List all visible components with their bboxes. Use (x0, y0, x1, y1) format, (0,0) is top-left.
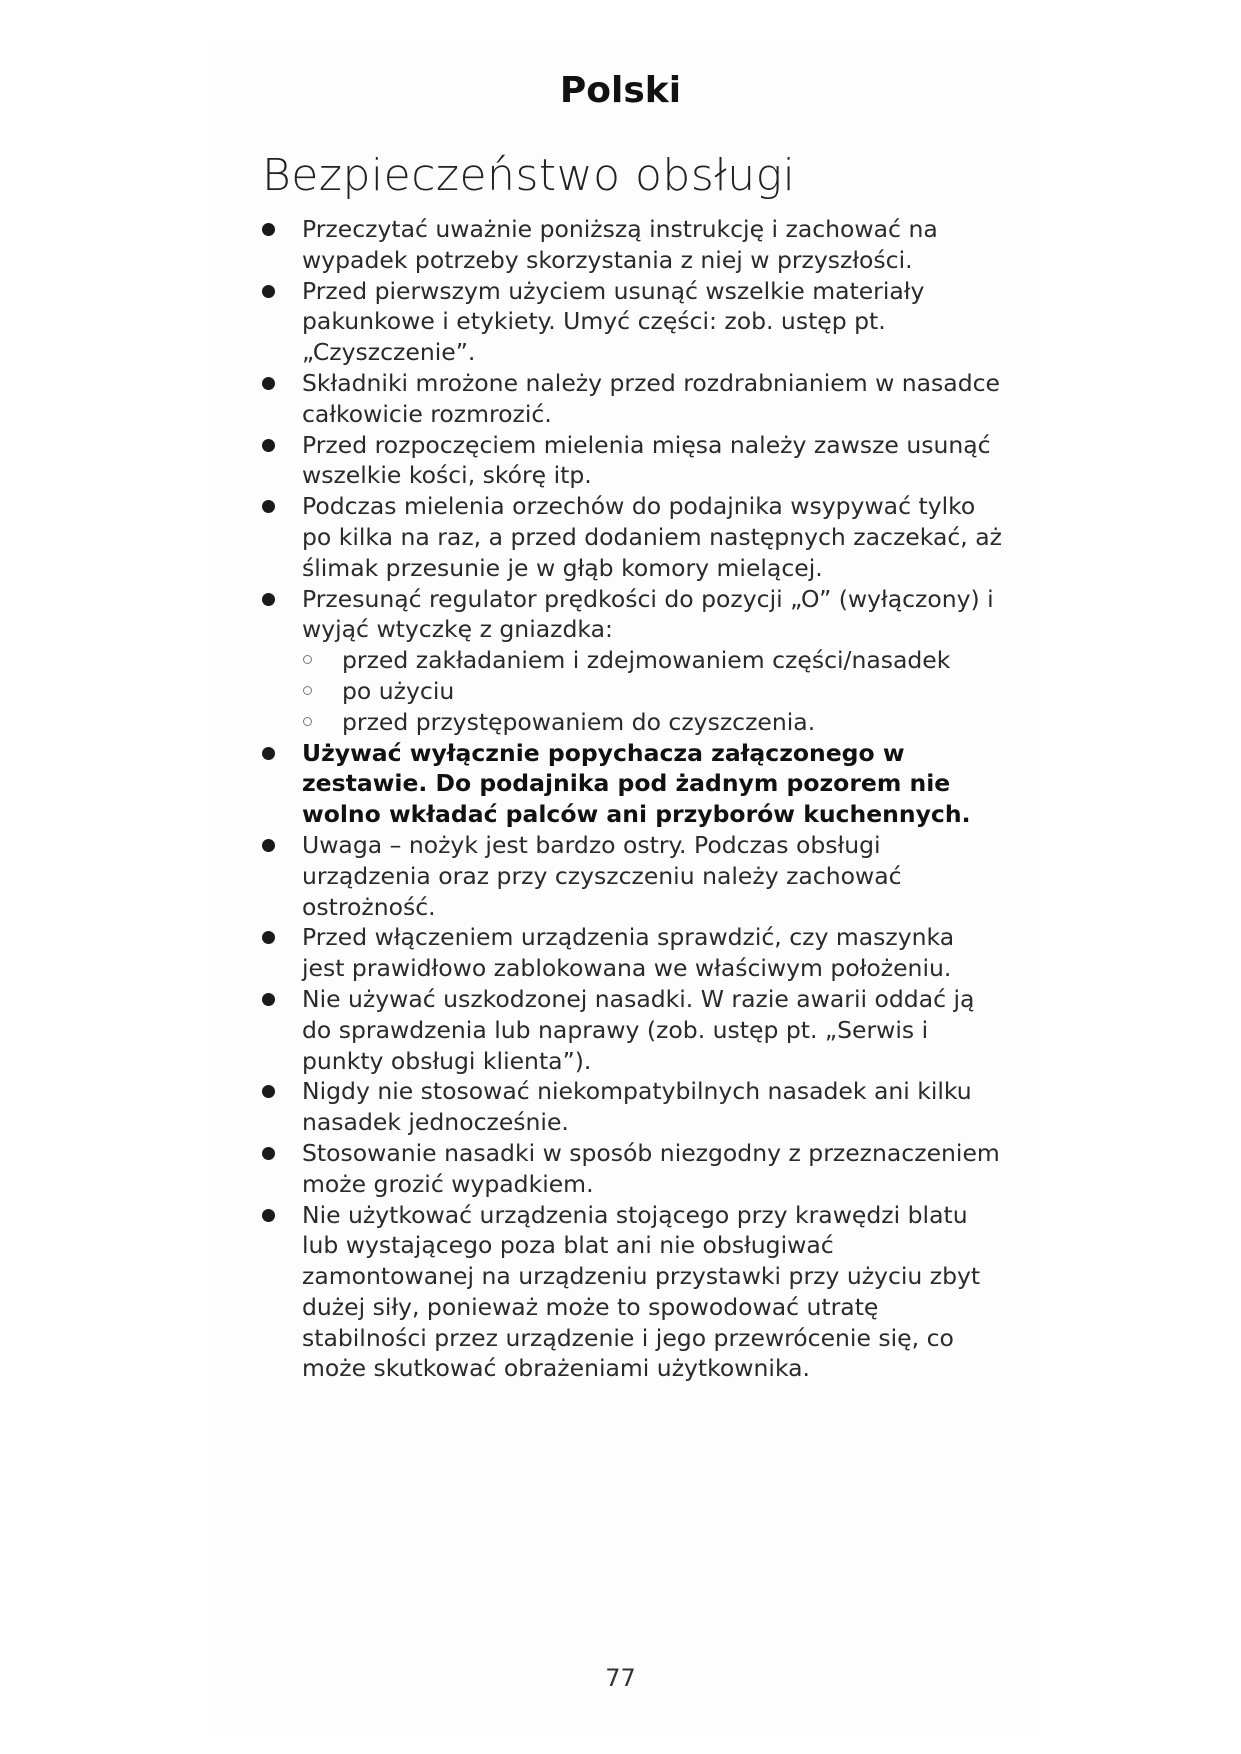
safety-list (262, 214, 1002, 1384)
bullet-icon (262, 1147, 275, 1160)
list-item (262, 584, 1002, 738)
list-item-text: Przesunąć regulator prędkości do pozycji „O” (wyłączony) i wyjąć wtyczkę z gniazdka: (302, 584, 994, 644)
page-number: 77 (605, 1664, 636, 1692)
bullet-icon (262, 931, 275, 944)
hollow-bullet-icon (303, 655, 312, 664)
hollow-bullet-icon (303, 717, 312, 726)
sub-list-item-text: po użyciu (342, 676, 455, 705)
section-title: Bezpieczeństwo obsługi (262, 150, 796, 201)
language-heading: Polski (559, 70, 682, 111)
list-item (262, 214, 1002, 276)
list-item (262, 984, 1002, 1076)
list-item-text: Stosowanie nasadki w sposób niezgodny z przeznaczeniem może grozić wypadkiem. (302, 1138, 1000, 1198)
sub-list-item (302, 645, 1002, 676)
hollow-bullet-icon (303, 686, 312, 695)
bullet-icon (262, 500, 275, 513)
list-item-text: Nigdy nie stosować niekompatybilnych nasadek ani kilku nasadek jednocześnie. (302, 1077, 972, 1137)
bullet-icon (262, 1209, 275, 1222)
list-item-text: Uwaga – nożyk jest bardzo ostry. Podczas obsługi urządzenia oraz przy czyszczeniu należy zachować ostrożność. (302, 830, 902, 921)
sub-list-item (302, 676, 1002, 707)
list-item (262, 276, 1002, 368)
bullet-icon (262, 839, 275, 852)
bullet-icon (262, 993, 275, 1006)
bullet-icon (262, 223, 275, 236)
list-item (262, 830, 1002, 922)
list-item (262, 1200, 1002, 1385)
list-item-text: Przeczytać uważnie poniższą instrukcję i zachować na wypadek potrzeby skorzystania z niej w przyszłości. (302, 215, 938, 274)
list-item-text: Przed włączeniem urządzenia sprawdzić, czy maszynka jest prawidłowo zablokowana we właściwym położeniu. (302, 923, 955, 983)
list-item (262, 1076, 1002, 1138)
bullet-icon (262, 439, 275, 452)
list-item-warning (262, 738, 1002, 830)
list-item-text: Składniki mrożone należy przed rozdrabnianiem w nasadce całkowicie rozmrozić. (302, 368, 1001, 428)
sub-list-item-text: przed przystępowaniem do czyszczenia. (342, 707, 816, 736)
bullet-icon (262, 747, 275, 760)
bullet-icon (262, 1085, 275, 1098)
list-item-text: Nie użytkować urządzenia stojącego przy krawędzi blatu lub wystającego poza blat ani nie obsługiwać zamontowanej na urządzeniu przystawki przy użyciu zbyt dużej siły, ponieważ może to spowodować utratę stabilności przez urządzenie i jego przewrócenie się, co może skutkować obrażeniami użytkownika. (302, 1200, 981, 1383)
sub-list-item (302, 707, 1002, 738)
list-item (262, 922, 1002, 984)
list-item (262, 491, 1002, 583)
sub-list-item-text: przed zakładaniem i zdejmowaniem części/nasadek (342, 646, 951, 675)
list-item (262, 368, 1002, 430)
bullet-icon (262, 285, 275, 298)
list-item (262, 1138, 1002, 1200)
sub-list (302, 645, 1002, 737)
list-item (262, 430, 1002, 492)
list-item-text: Przed pierwszym użyciem usunąć wszelkie materiały pakunkowe i etykiety. Umyć części: zob. ustęp pt. „Czyszczenie”. (302, 276, 925, 367)
list-item-text: Używać wyłącznie popychacza załączonego w zestawie. Do podajnika pod żadnym pozorem nie wolno wkładać palców ani przyborów kuchennych. (302, 738, 971, 829)
list-item-text: Przed rozpoczęciem mielenia mięsa należy zawsze usunąć wszelkie kości, skórę itp. (302, 430, 991, 490)
bullet-icon (262, 377, 275, 390)
list-item-text: Podczas mielenia orzechów do podajnika wsypywać tylko po kilka na raz, a przed dodaniem następnych zaczekać, aż ślimak przesunie je w głąb komory mielącej. (302, 492, 1002, 582)
list-item-text: Nie używać uszkodzonej nasadki. W razie awarii oddać ją do sprawdzenia lub naprawy (zob. ustęp pt. „Serwis i punkty obsługi klienta”). (302, 984, 975, 1075)
bullet-icon (262, 593, 275, 606)
